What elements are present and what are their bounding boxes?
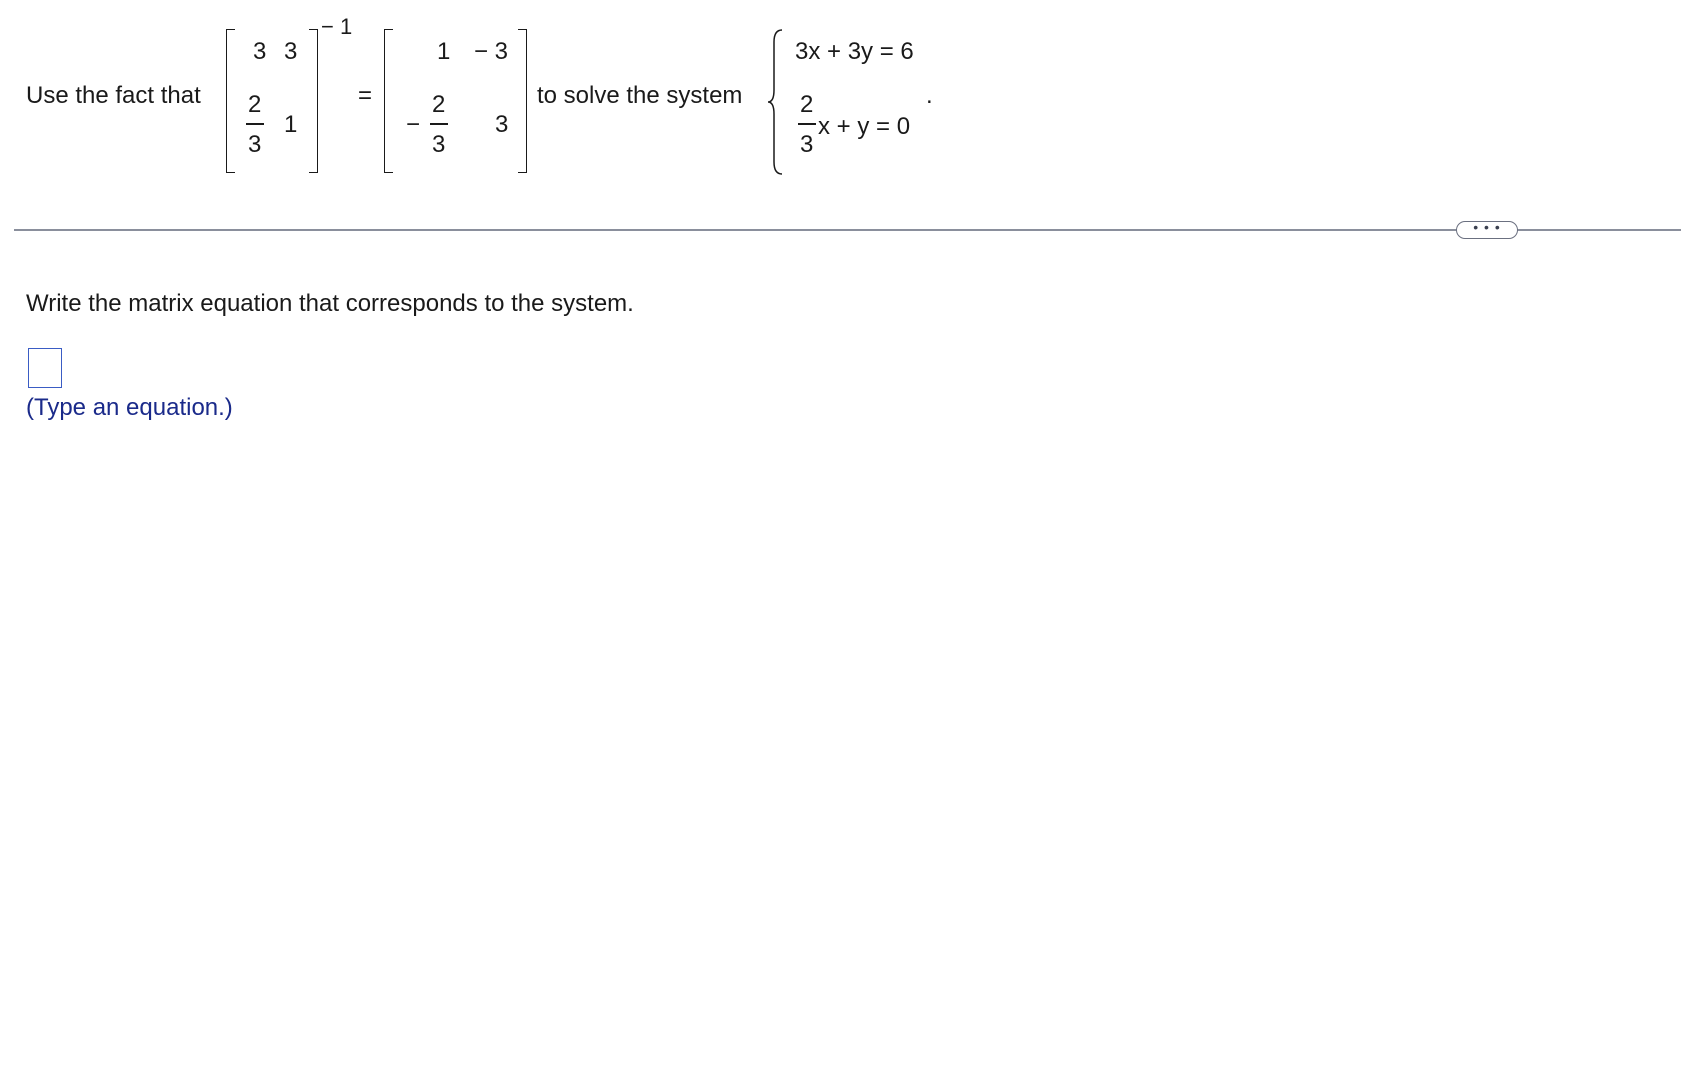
equation-2-denominator: 3 — [800, 131, 814, 158]
inverse-fraction-bar — [430, 123, 448, 125]
inverse-left-bracket — [384, 29, 393, 173]
inverse-r2c1-numerator: 2 — [432, 91, 446, 118]
matrix-a-r2c1-denominator: 3 — [248, 131, 262, 158]
inverse-exponent: − 1 — [321, 14, 353, 39]
inverse-r2c1-sign: − — [406, 111, 421, 138]
answer-hint: (Type an equation.) — [26, 394, 233, 421]
inverse-r2c2: 3 — [495, 111, 509, 138]
inverse-r2c1-denominator: 3 — [432, 131, 446, 158]
left-curly-brace — [766, 28, 788, 176]
intro-text: Use the fact that — [26, 82, 201, 109]
equation-2-numerator: 2 — [800, 91, 814, 118]
equation-2-fraction-bar — [798, 123, 816, 125]
section-divider — [14, 229, 1681, 231]
inverse-right-bracket — [518, 29, 527, 173]
matrix-a-r1c1: 3 — [253, 38, 267, 65]
inverse-r1c2: − 3 — [474, 38, 509, 65]
inverse-r1c1: 1 — [437, 38, 451, 65]
matrix-a-right-bracket — [309, 29, 318, 173]
more-options-button[interactable]: • • • — [1456, 221, 1518, 239]
matrix-a-r2c2: 1 — [284, 111, 298, 138]
period: . — [926, 82, 933, 109]
equation-2-rest: x + y = 0 — [818, 113, 911, 140]
matrix-a-r1c2: 3 — [284, 38, 298, 65]
matrix-a-r2c1-numerator: 2 — [248, 91, 262, 118]
prompt-text: Write the matrix equation that corresponds to the system. — [26, 290, 634, 317]
matrix-a-left-bracket — [226, 29, 235, 173]
middle-text: to solve the system — [537, 82, 743, 109]
equals-sign: = — [358, 82, 373, 109]
matrix-a-fraction-bar — [246, 123, 264, 125]
answer-input[interactable] — [28, 348, 62, 388]
equation-1: 3x + 3y = 6 — [795, 38, 914, 65]
